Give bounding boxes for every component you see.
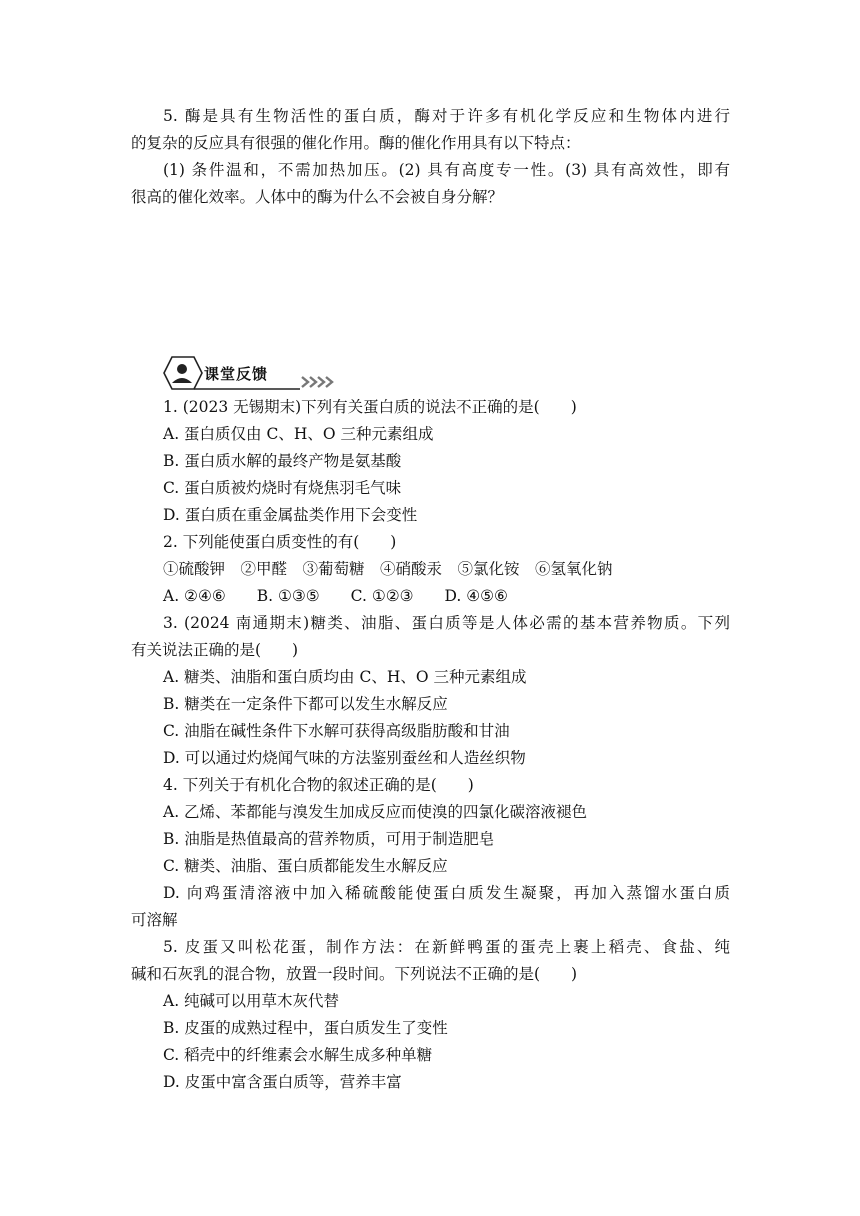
q3-stem-line1: 3. (2024 南通期末)糖类、油脂、蛋白质等是人体必需的基本营养物质。下列 — [163, 614, 730, 632]
q5-option-b: B. 皮蛋的成熟过程中，蛋白质发生了变性 — [163, 1019, 448, 1037]
q4-option-d-line1: D. 向鸡蛋清溶液中加入稀硫酸能使蛋白质发生凝聚，再加入蒸馏水蛋白质 — [163, 884, 730, 902]
q3-stem-line2: 有关说法正确的是( ) — [131, 641, 299, 659]
q1-option-a: A. 蛋白质仅由 C、H、O 三种元素组成 — [163, 425, 434, 443]
intro-q5-line3: (1) 条件温和，不需加热加压。(2) 具有高度专一性。(3) 具有高效性，即有 — [163, 161, 730, 179]
q1-option-d: D. 蛋白质在重金属盐类作用下会变性 — [163, 506, 418, 524]
section-banner — [160, 355, 335, 391]
intro-q5-line1: 5. 酶是具有生物活性的蛋白质，酶对于许多有机化学反应和生物体内进行 — [163, 107, 730, 125]
q2-stem: 2. 下列能使蛋白质变性的有( ) — [163, 533, 397, 551]
q3-option-b: B. 糖类在一定条件下都可以发生水解反应 — [163, 695, 448, 713]
intro-q5-line2: 的复杂的反应具有很强的催化作用。酶的催化作用具有以下特点： — [131, 134, 581, 152]
q1-option-c: C. 蛋白质被灼烧时有烧焦羽毛气味 — [163, 479, 402, 497]
q4-option-c: C. 糖类、油脂、蛋白质都能发生水解反应 — [163, 857, 448, 875]
q5-stem-line2: 碱和石灰乳的混合物，放置一段时间。下列说法不正确的是( ) — [131, 965, 578, 983]
q4-option-d-line2: 可溶解 — [131, 911, 178, 929]
q1-stem: 1. (2023 无锡期末)下列有关蛋白质的说法不正确的是( ) — [163, 398, 577, 416]
intro-q5-line4: 很高的催化效率。人体中的酶为什么不会被自身分解？ — [131, 188, 504, 206]
q5-option-d: D. 皮蛋中富含蛋白质等，营养丰富 — [163, 1073, 402, 1091]
q3-option-c: C. 油脂在碱性条件下水解可获得高级脂肪酸和甘油 — [163, 722, 510, 740]
q2-items: ①硫酸钾 ②甲醛 ③葡萄糖 ④硝酸汞 ⑤氯化铵 ⑥氢氧化钠 — [163, 560, 613, 578]
q3-option-d: D. 可以通过灼烧闻气味的方法鉴别蚕丝和人造丝织物 — [163, 749, 526, 767]
q4-stem: 4. 下列关于有机化合物的叙述正确的是( ) — [163, 776, 474, 794]
q1-option-b: B. 蛋白质水解的最终产物是氨基酸 — [163, 452, 402, 470]
q4-option-b: B. 油脂是热值最高的营养物质，可用于制造肥皂 — [163, 830, 495, 848]
q2-options: A. ②④⑥ B. ①③⑤ C. ①②③ D. ④⑤⑥ — [163, 587, 508, 605]
section-title: 课堂反馈 — [204, 365, 269, 383]
q3-option-a: A. 糖类、油脂和蛋白质均由 C、H、O 三种元素组成 — [163, 668, 527, 686]
q4-option-a: A. 乙烯、苯都能与溴发生加成反应而使溴的四氯化碳溶液褪色 — [163, 803, 588, 821]
q5-option-a: A. 纯碱可以用草木灰代替 — [163, 992, 340, 1010]
q5-stem-line1: 5. 皮蛋又叫松花蛋，制作方法：在新鲜鸭蛋的蛋壳上裹上稻壳、食盐、纯 — [163, 938, 730, 956]
q5-option-c: C. 稻壳中的纤维素会水解生成多种单糖 — [163, 1046, 433, 1064]
